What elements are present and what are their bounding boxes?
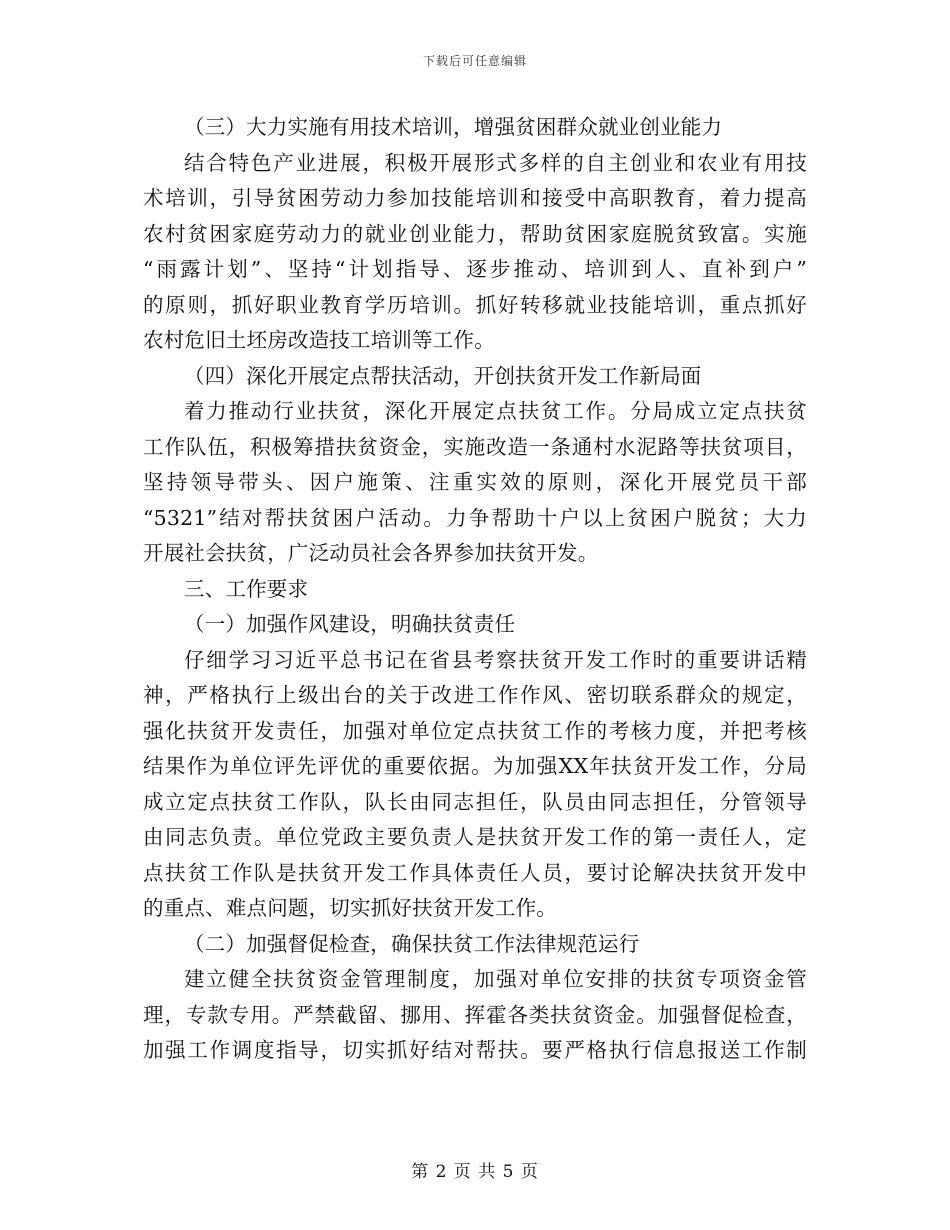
paragraph-line: 由同志负责。单位党政主要负责人是扶贫开发工作的第一责任人，定 <box>143 825 807 849</box>
paragraph-line: 仔细学习习近平总书记在省县考察扶贫开发工作时的重要讲话精 <box>184 647 807 672</box>
paragraph-line: “雨露计划”、坚持“计划指导、逐步推动、培训到人、直补到户” <box>143 257 807 281</box>
paragraph-line: 农村危旧土坯房改造技工培训等工作。 <box>143 328 495 352</box>
paragraph-line: 的重点、难点问题，切实抓好扶贫开发工作。 <box>143 896 557 920</box>
paragraph-line: 强化扶贫开发责任，加强对单位定点扶贫工作的考核力度，并把考核 <box>143 718 807 743</box>
paragraph-line: 坚持领导带头、因户施策、注重实效的原则，深化开展党员干部 <box>143 470 807 494</box>
paragraph-line: 加强工作调度指导，切实抓好结对帮扶。要严格执行信息报送工作制 <box>143 1038 807 1062</box>
paragraph-line: 成立定点扶贫工作队，队长由同志担任，队员由同志担任，分管领导 <box>143 789 807 814</box>
document-body <box>143 110 807 1069</box>
section-heading-3: （三）大力实施有用技术培训，增强贫困群众就业创业能力 <box>184 115 723 139</box>
paragraph-line: 工作队伍，积极筹措扶贫资金，实施改造一条通村水泥路等扶贫项目， <box>143 434 807 459</box>
page-footer-page-number: 第 2 页 共 5 页 <box>411 1162 539 1182</box>
chapter-heading-work-requirements: 三、工作要求 <box>184 576 309 601</box>
section-heading-4: （四）深化开展定点帮扶活动，开创扶贫开发工作新局面 <box>184 363 702 388</box>
paragraph-line: 理，专款专用。严禁截留、挪用、挥霍各类扶贫资金。加强督促检查， <box>143 1002 807 1027</box>
paragraph-line: 结果作为单位评先评优的重要依据。为加强XX年扶贫开发工作，分局 <box>143 754 807 778</box>
paragraph-line: 开展社会扶贫，广泛动员社会各界参加扶贫开发。 <box>143 541 599 565</box>
paragraph-line: 的原则，抓好职业教育学历培训。抓好转移就业技能培训，重点抓好 <box>143 292 807 317</box>
paragraph-line: “5321”结对帮扶贫困户活动。力争帮助十户以上贫困户脱贫；大力 <box>143 505 807 530</box>
paragraph-line: 术培训，引导贫困劳动力参加技能培训和接受中高职教育，着力提高 <box>143 186 807 210</box>
paragraph-line: 着力推动行业扶贫，深化开展定点扶贫工作。分局成立定点扶贫 <box>184 399 807 423</box>
paragraph-line: 建立健全扶贫资金管理制度，加强对单位安排的扶贫专项资金管 <box>184 967 807 991</box>
section-heading-2: （二）加强督促检查，确保扶贫工作法律规范运行 <box>184 931 640 956</box>
paragraph-line: 点扶贫工作队是扶贫开发工作具体责任人员，要讨论解决扶贫开发中 <box>143 860 807 885</box>
paragraph-line: 神，严格执行上级出台的关于改进工作作风、密切联系群众的规定， <box>143 683 807 707</box>
paragraph-line: 农村贫困家庭劳动力的就业创业能力，帮助贫困家庭脱贫致富。实施 <box>143 221 807 246</box>
section-heading-1: （一）加强作风建设，明确扶贫责任 <box>184 612 516 636</box>
paragraph-line: 结合特色产业进展，积极开展形式多样的自主创业和农业有用技 <box>184 150 807 175</box>
page-header: 下载后可任意编辑 <box>422 54 527 68</box>
